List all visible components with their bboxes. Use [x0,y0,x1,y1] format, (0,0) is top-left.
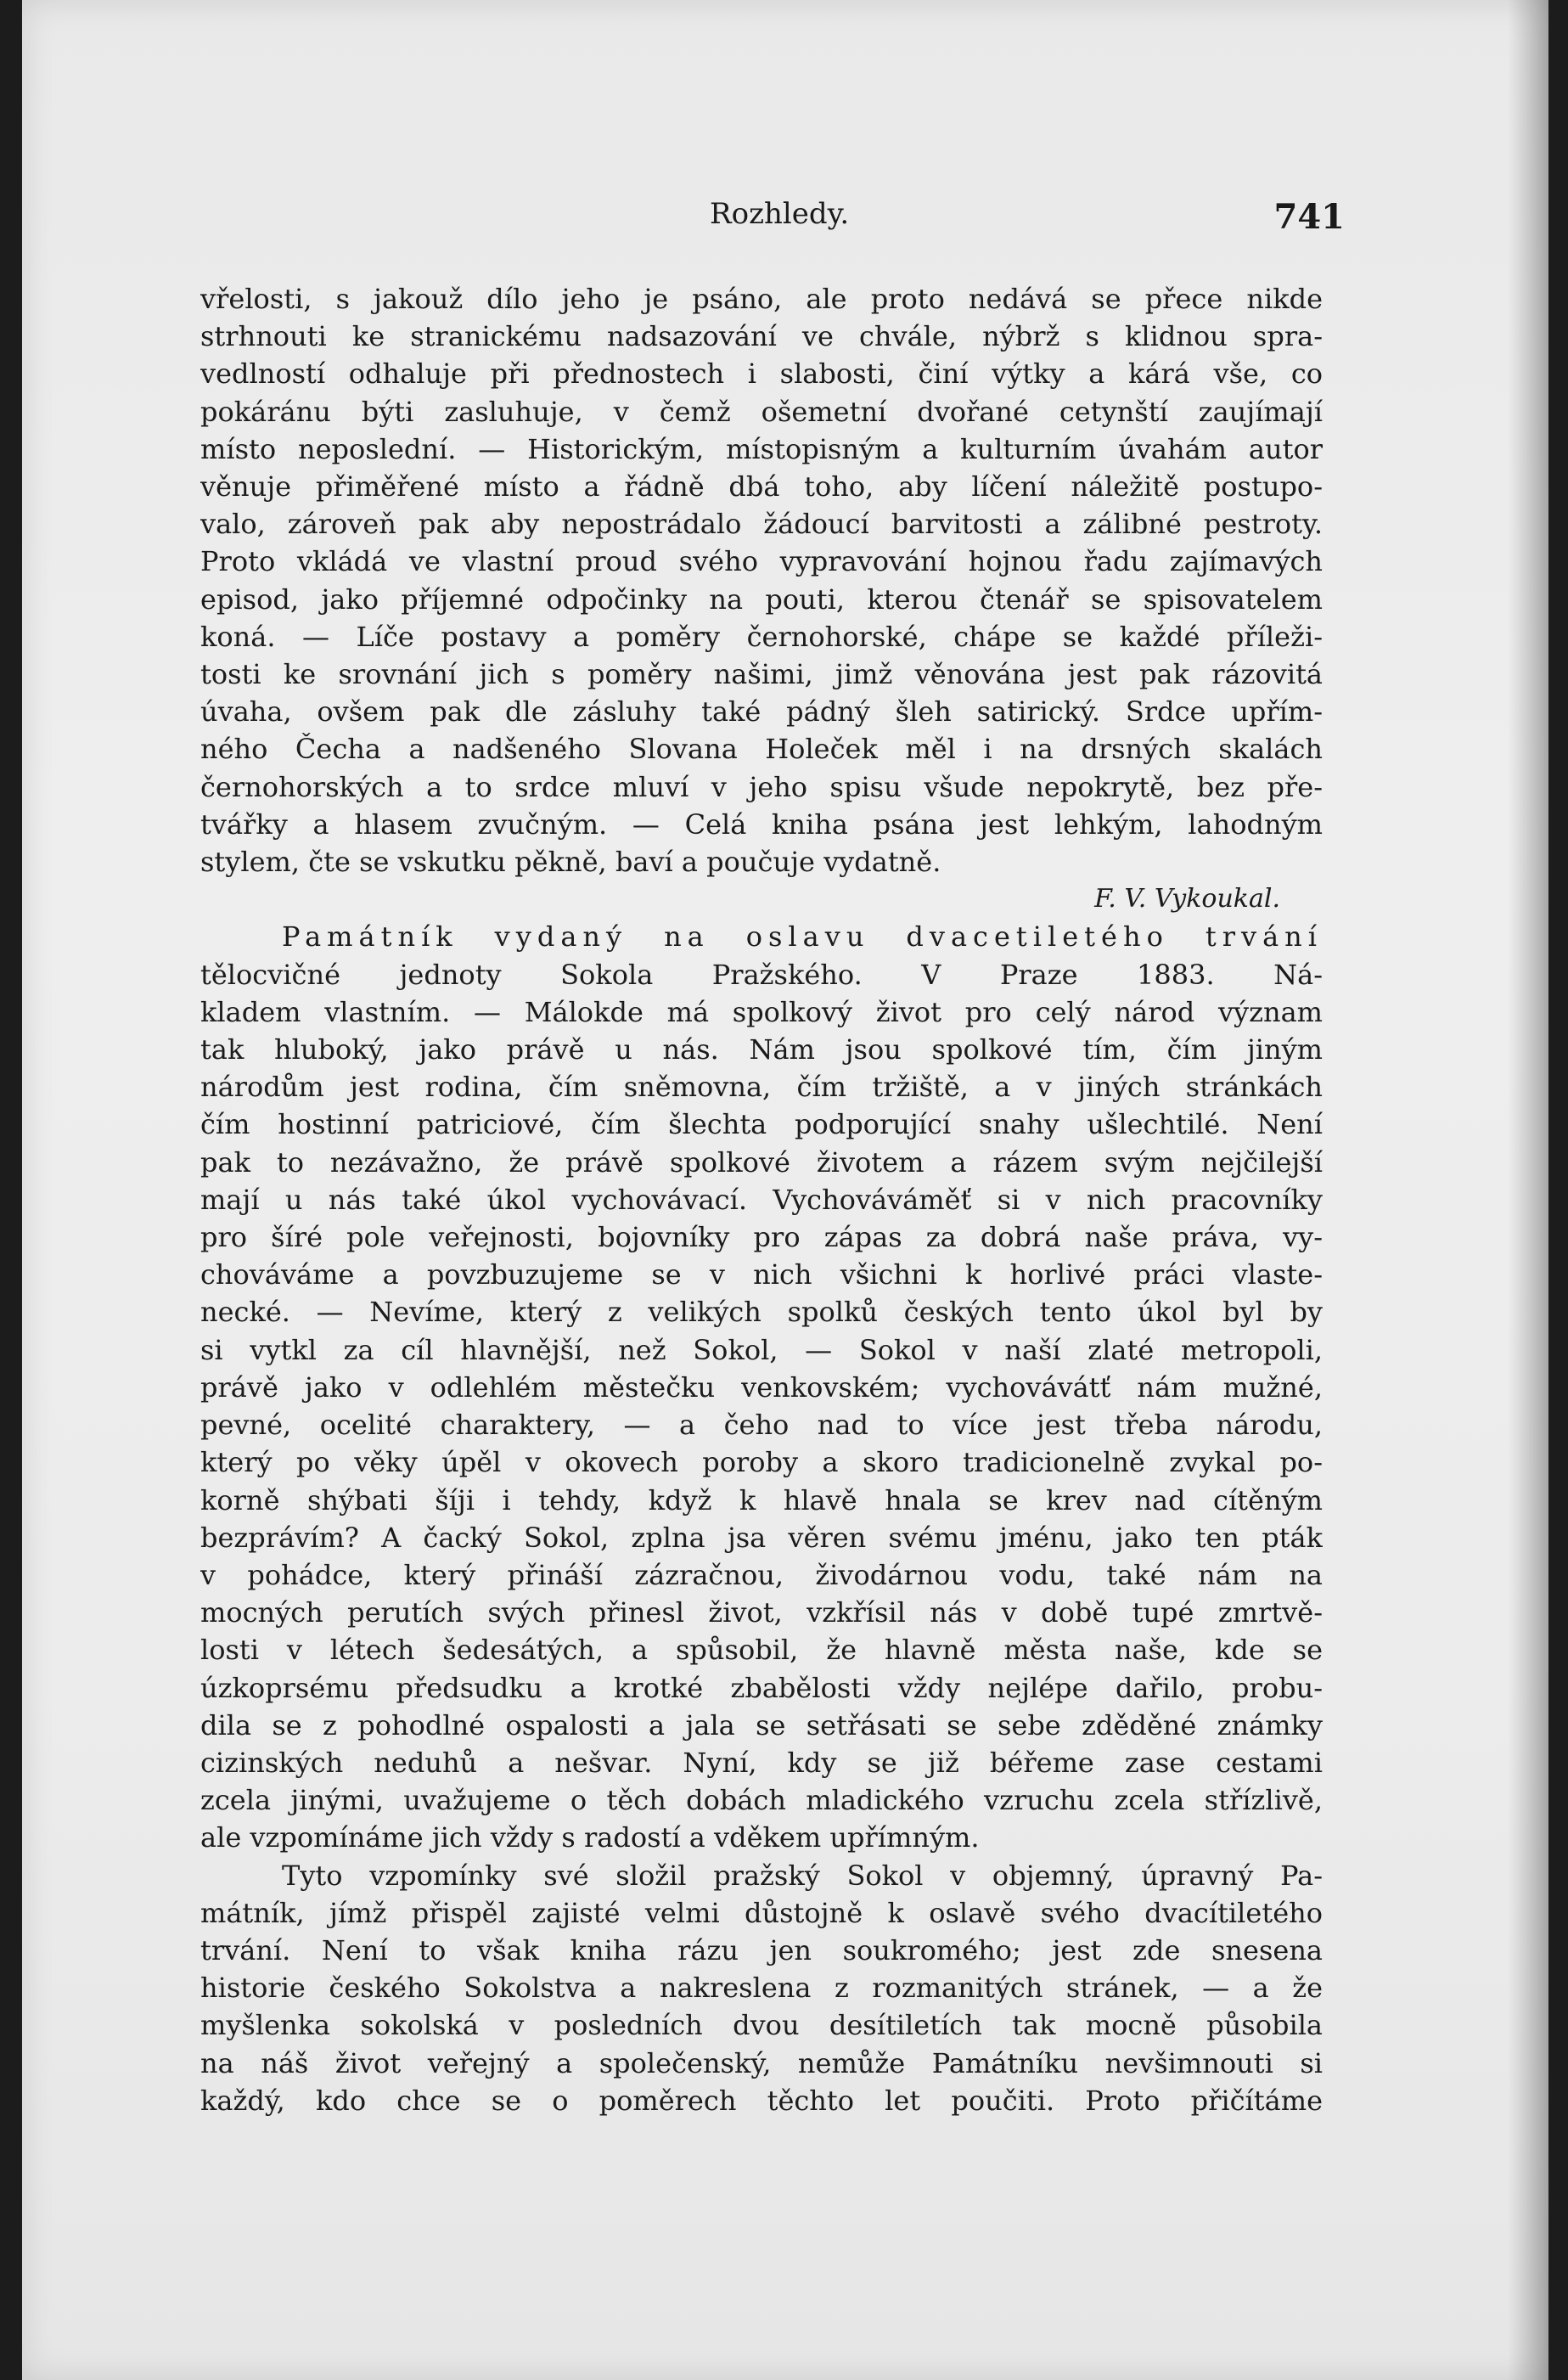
text-line: právě jako v odlehlém městečku venkovském; vychovávátť nám mužné, [200,1370,1323,1404]
text-line: v pohádce, který přináší zázračnou, živodárnou vodu, také nám na [200,1558,1323,1591]
text-line: pak to nezávažno, že právě spolkové životem a rázem svým nejčilejší [200,1145,1323,1179]
text-line: si vytkl za cíl hlavnější, než Sokol, — Sokol v naší zlaté metropoli, [200,1333,1323,1366]
review-paragraph-3 [200,1857,1323,2119]
text-line: tvářky a hlasem zvučným. — Celá kniha psána jest lehkým, lahodným [200,807,1323,841]
text-line: losti v létech šedesátých, a spůsobil, že hlavně města naše, kde se [200,1634,1323,1667]
text-line: strhnouti ke stranickému nadsazování ve chvále, nýbrž s klidnou spra- [200,320,1323,353]
text-line: ale vzpomínáme jich vždy s radostí a vděkem upřímným. [200,1821,980,1854]
author-signature: F. V. Vykoukal. [1094,884,1280,914]
book-title-line: Památník vydaný na oslavu dvacetiletého trvání [282,920,1323,954]
text-line: pevné, ocelité charaktery, — a čeho nad to více jest třeba národu, [200,1409,1323,1442]
text-line: koná. — Líče postavy a poměry černohorské, chápe se každé příleži- [200,620,1323,653]
text-line: pro šíré pole veřejnosti, bojovníky pro zápas za dobrá naše práva, vy- [200,1221,1323,1254]
text-line: episod, jako příjemné odpočinky na pouti, kterou čtenář se spisovatelem [200,582,1323,616]
review-paragraph-2 [200,918,1323,1856]
text-line: tosti ke srovnání jich s poměry našimi, jimž věnována jest pak rázovitá [200,658,1323,691]
text-line: ného Čecha a nadšeného Slovana Holeček měl i na drsných skalách [200,733,1323,766]
text-line: bezprávím? A čacký Sokol, zplna jsa věren svému jménu, jako ten pták [200,1521,1323,1554]
page-header [192,197,1345,248]
text-line: úzkoprsému předsudku a krotké zbabělosti vždy nejlépe dařilo, probu- [200,1671,1323,1704]
text-line: mocných perutích svých přinesl život, vzkřísil nás v době tupé zmrtvě- [200,1596,1323,1629]
text-line: kladem vlastním. — Málokde má spolkový život pro celý národ význam [200,995,1323,1028]
text-line: mají u nás také úkol vychovávací. Vychováváměť si v nich pracovníky [200,1183,1323,1216]
text-line: Proto vkládá ve vlastní proud svého vypravování hojnou řadu zajímavých [200,545,1323,578]
text-line: zcela jinými, uvažujeme o těch dobách mladického vzruchu zcela střízlivě, [200,1784,1323,1817]
text-line: pokáránu býti zasluhuje, v čemž ošemetní dvořané cetynští zaujímají [200,395,1323,428]
text-line: mátník, jímž přispěl zajisté velmi důstojně k oslavě svého dvacítiletého [200,1896,1323,1929]
text-line: vřelosti, s jakouž dílo jeho je psáno, ale proto nedává se přece nikde [200,283,1323,315]
text-line: stylem, čte se vskutku pěkně, baví a poučuje vydatně. [200,846,941,879]
text-line: myšlenka sokolská v posledních dvou desítiletích tak mocně působila [200,2009,1323,2042]
text-line: Tyto vzpomínky své složil pražský Sokol v objemný, úpravný Pa- [282,1859,1323,1892]
text-line: čím hostinní patriciové, čím šlechta podporující snahy ušlechtilé. Není [200,1108,1323,1141]
text-line: korně shýbati šíji i tehdy, když k hlavě hnala se krev nad cítěným [200,1483,1323,1516]
text-line: úvaha, ovšem pak dle zásluhy také pádný šleh satirický. Srdce upřím- [200,695,1323,729]
text-line: cizinských neduhů a nešvar. Nyní, kdy se již béřeme zase cestami [200,1746,1323,1779]
text-line: trvání. Není to však kniha rázu jen soukromého; jest zde snesena [200,1933,1323,1966]
text-line: tak hluboký, jako právě u nás. Nám jsou spolkové tím, čím jiným [200,1033,1323,1066]
page-number: 741 [1273,197,1345,237]
text-line: každý, kdo chce se o poměrech těchto let poučiti. Proto přičítáme [200,2084,1323,2117]
text-line: místo neposlední. — Historickým, místopisným a kulturním úvahám autor [200,432,1323,465]
body-text [200,280,1323,2119]
text-line: na náš život veřejný a společenský, nemůže Památníku nevšimnouti si [200,2046,1323,2079]
book-title-line: tělocvičné jednoty Sokola Pražského. V Praze 1883. Ná- [200,958,1323,991]
text-line: věnuje přiměřené místo a řádně dbá toho, aby líčení náležitě postupo- [200,470,1323,504]
text-line: národům jest rodina, čím sněmovna, čím tržiště, a v jiných stránkách [200,1071,1323,1104]
text-line: který po věky úpěl v okovech poroby a skoro tradicionelně zvykal po- [200,1446,1323,1479]
text-line: vedlností odhaluje při přednostech i slabosti, činí výtky a kárá vše, co [200,357,1323,391]
text-line: dila se z pohodlné ospalosti a jala se setřásati se sebe zděděné známky [200,1708,1323,1741]
text-line: valo, zároveň pak aby nepostrádalo žádoucí barvitosti a zálibné pestroty. [200,508,1323,541]
text-line: necké. — Nevíme, který z velikých spolků českých tento úkol byl by [200,1296,1323,1329]
running-title: Rozhledy. [710,197,850,231]
text-line: černohorských a to srdce mluví v jeho spisu všude nepokrytě, bez pře- [200,770,1323,803]
review-paragraph-1 [200,280,1323,881]
text-line: chováváme a povzbuzujeme se v nich všichni k horlivé práci vlaste- [200,1258,1323,1291]
text-line: historie českého Sokolstva a nakreslena z rozmanitých stránek, — a že [200,1972,1323,2005]
